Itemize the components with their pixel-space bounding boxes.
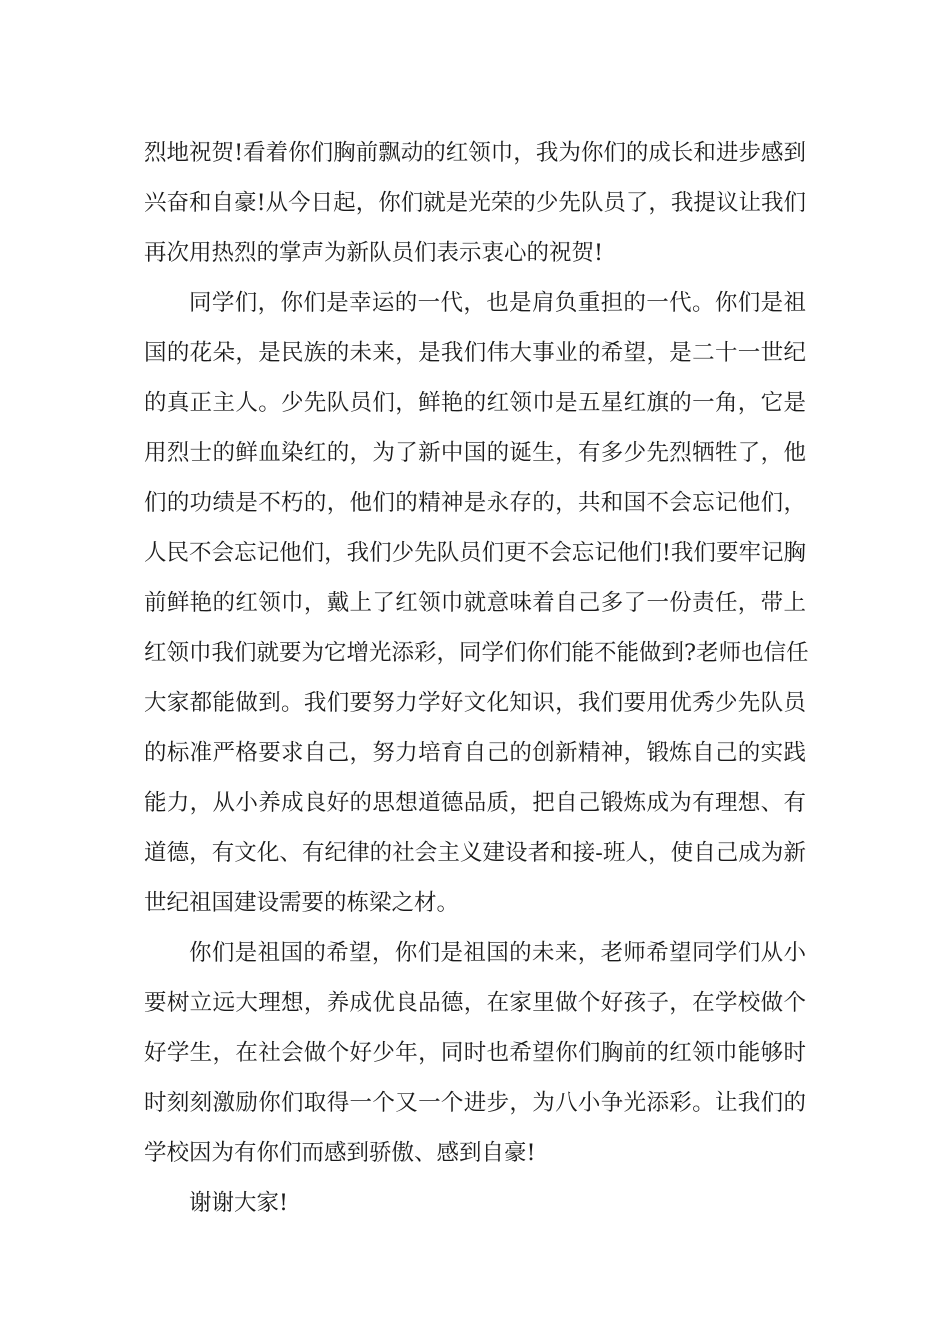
text-line: 学校因为有你们而感到骄傲、感到自豪! <box>144 1140 536 1166</box>
text-line: 好学生，在社会做个好少年，同时也希望你们胸前的红领巾能够时 <box>144 1040 806 1066</box>
paragraph-3 <box>144 928 806 1178</box>
text-line: 同学们，你们是幸运的一代，也是肩负重担的一代。你们是祖 <box>189 290 806 316</box>
text-line: 再次用热烈的掌声为新队员们表示衷心的祝贺! <box>144 240 604 266</box>
text-line: 的真正主人。少先队员们，鲜艳的红领巾是五星红旗的一角，它是 <box>144 390 806 416</box>
text-line: 用烈士的鲜血染红的，为了新中国的诞生，有多少先烈牺牲了，他 <box>144 440 806 466</box>
text-line: 道德，有文化、有纪律的社会主义建设者和接-班人，使自己成为新 <box>144 840 806 866</box>
text-line: 人民不会忘记他们，我们少先队员们更不会忘记他们!我们要牢记胸 <box>144 540 806 566</box>
paragraph-1 <box>144 128 806 278</box>
text-line: 世纪祖国建设需要的栋梁之材。 <box>144 890 460 916</box>
text-line: 你们是祖国的希望，你们是祖国的未来，老师希望同学们从小 <box>189 940 806 966</box>
text-line: 国的花朵，是民族的未来，是我们伟大事业的希望，是二十一世纪 <box>144 340 806 366</box>
text-line: 时刻刻激励你们取得一个又一个进步，为八小争光添彩。让我们的 <box>144 1090 806 1116</box>
text-line: 烈地祝贺!看着你们胸前飘动的红领巾，我为你们的成长和进步感到 <box>144 140 806 166</box>
text-line: 兴奋和自豪!从今日起，你们就是光荣的少先队员了，我提议让我们 <box>144 190 806 216</box>
closing-line: 谢谢大家! <box>189 1190 289 1216</box>
text-line: 的标准严格要求自己，努力培育自己的创新精神，锻炼自己的实践 <box>144 740 806 766</box>
document-body <box>144 128 809 1228</box>
text-line: 能力，从小养成良好的思想道德品质，把自己锻炼成为有理想、有 <box>144 790 806 816</box>
closing-paragraph <box>144 1178 806 1228</box>
paragraph-2 <box>144 278 809 928</box>
text-line: 要树立远大理想，养成优良品德，在家里做个好孩子，在学校做个 <box>144 990 806 1016</box>
text-line: 们的功绩是不朽的，他们的精神是永存的，共和国不会忘记他们， <box>144 490 806 516</box>
text-line: 红领巾我们就要为它增光添彩，同学们你们能不能做到?老师也信任 <box>144 640 809 666</box>
text-line: 前鲜艳的红领巾，戴上了红领巾就意味着自己多了一份责任，带上 <box>144 590 806 616</box>
text-line: 大家都能做到。我们要努力学好文化知识，我们要用优秀少先队员 <box>144 690 806 716</box>
